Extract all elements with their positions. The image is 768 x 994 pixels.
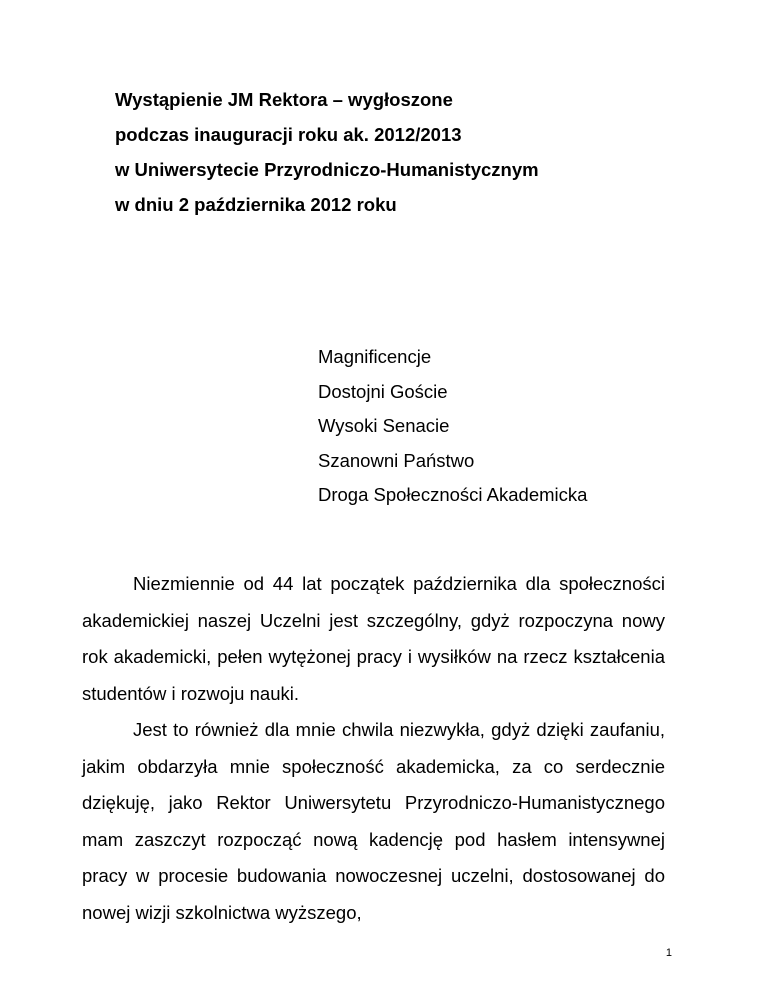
- speech-body: [82, 566, 665, 931]
- salutation-line: Magnificencje: [318, 346, 432, 367]
- heading-line: w Uniwersytecie Przyrodniczo-Humanistycznym: [115, 159, 539, 180]
- document-heading: [115, 82, 715, 222]
- paragraph: Niezmiennie od 44 lat początek października dla społeczności akademickiej naszej Uczelni jest szczególny, gdyż rozpoczyna nowy rok akademicki, pełen wytężonej pracy i wysiłków na rzecz kształcenia studentów i rozwoju nauki.: [82, 573, 665, 704]
- salutation-line: Droga Społeczności Akademicka: [318, 484, 588, 505]
- page-number: 1: [665, 947, 672, 959]
- salutation-line: Szanowni Państwo: [318, 449, 475, 471]
- heading-line: w dniu 2 października 2012 roku: [115, 194, 397, 215]
- salutation-line: Dostojni Goście: [318, 380, 448, 402]
- heading-line: podczas inauguracji roku ak. 2012/2013: [115, 124, 462, 145]
- paragraph: Jest to również dla mnie chwila niezwykła, gdyż dzięki zaufaniu, jakim obdarzyła mnie społeczność akademicka, za co serdecznie dziękuję, jako Rektor Uniwersytetu Przyrodniczo-Humanistycznego mam zaszczyt rozpocząć nową kadencję pod hasłem intensywnej pracy w procesie budowania nowoczesnej uczelni, dostosowanej do nowej wizji szkolnictwa wyższego,: [82, 719, 665, 923]
- salutation-block: [318, 340, 738, 513]
- salutation-line: Wysoki Senacie: [318, 415, 450, 436]
- heading-line: Wystąpienie JM Rektora – wygłoszone: [115, 89, 453, 110]
